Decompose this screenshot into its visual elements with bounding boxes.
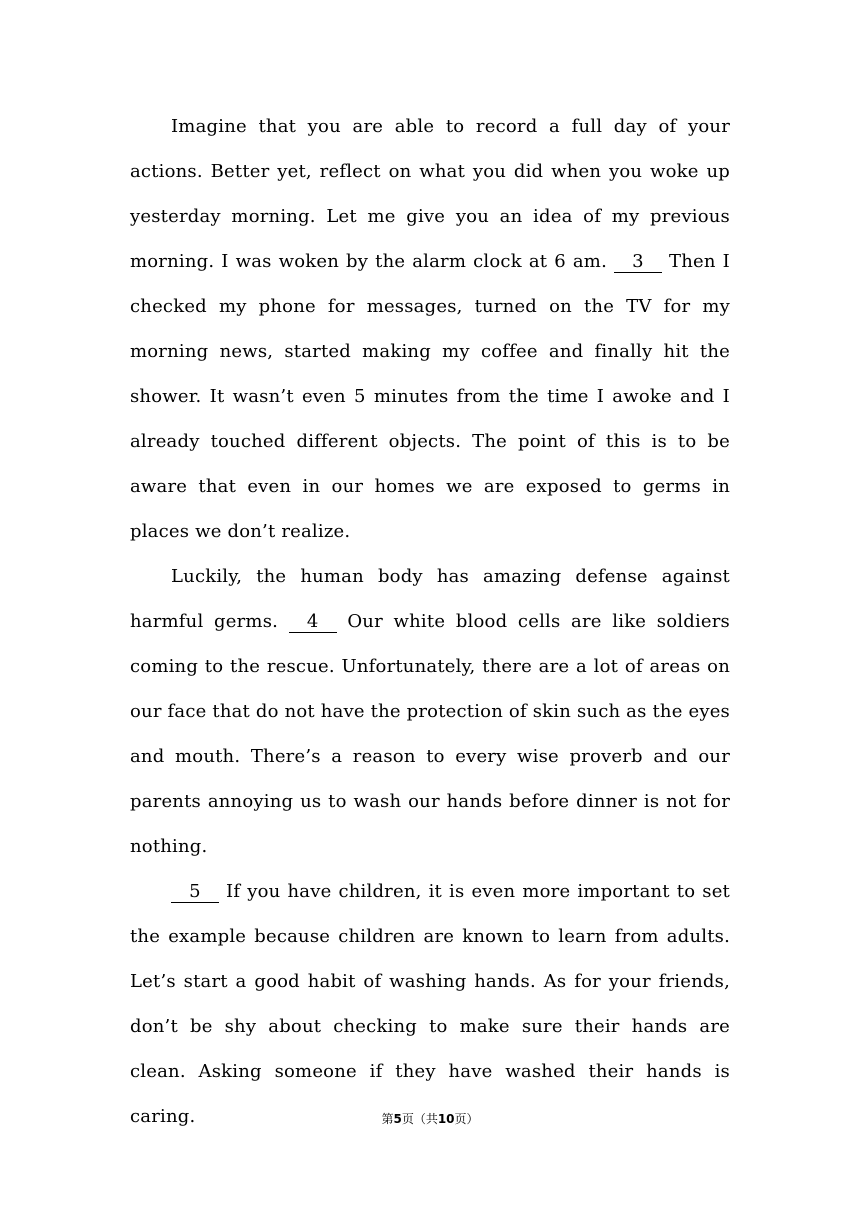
blank-4: 4 xyxy=(289,612,337,633)
paragraph-2 xyxy=(130,554,730,869)
footer-suffix: 页） xyxy=(454,1112,479,1126)
paragraph-1-text-after: Then I checked my phone for messages, turned on the TV for my morning news, started making my coffee and finally hit the shower. It wasn’t even 5 minutes from the time I awoke and I already touched different objects. The point of this is to be aware that even in our homes we are exposed to germs in places we don’t realize. xyxy=(130,251,730,542)
passage xyxy=(130,104,730,1139)
paragraph-2-text-before: Luckily, the human body has amazing defense against harmful germs. xyxy=(130,566,730,632)
paragraph-1-text-before: Imagine that you are able to record a full day of your actions. Better yet, reflect on what you did when you woke up yesterday morning. Let me give you an idea of my previous morning. I was woken by the alarm clock at 6 am. xyxy=(130,116,730,272)
blank-5: 5 xyxy=(171,882,219,903)
footer-page-number: 5 xyxy=(393,1112,402,1126)
paragraph-3 xyxy=(130,869,730,1139)
footer-total-pages: 10 xyxy=(437,1112,455,1126)
page-footer xyxy=(0,1110,860,1127)
blank-3: 3 xyxy=(614,252,662,273)
footer-middle: 页（共 xyxy=(401,1112,438,1126)
paragraph-2-text-after: Our white blood cells are like soldiers coming to the rescue. Unfortunately, there are a lot of areas on our face that do not have the protection of skin such as the eyes and mouth. There’s a reason to every wise proverb and our parents annoying us to wash our hands before dinner is not for nothing. xyxy=(130,611,730,857)
paragraph-1 xyxy=(130,104,730,554)
footer-prefix: 第 xyxy=(381,1112,394,1126)
paragraph-3-text-after: If you have children, it is even more important to set the example because children are known to learn from adults. Let’s start a good habit of washing hands. As for your friends, don’t be shy about checking to make sure their hands are clean. Asking someone if they have washed their hands is caring. xyxy=(130,881,730,1127)
